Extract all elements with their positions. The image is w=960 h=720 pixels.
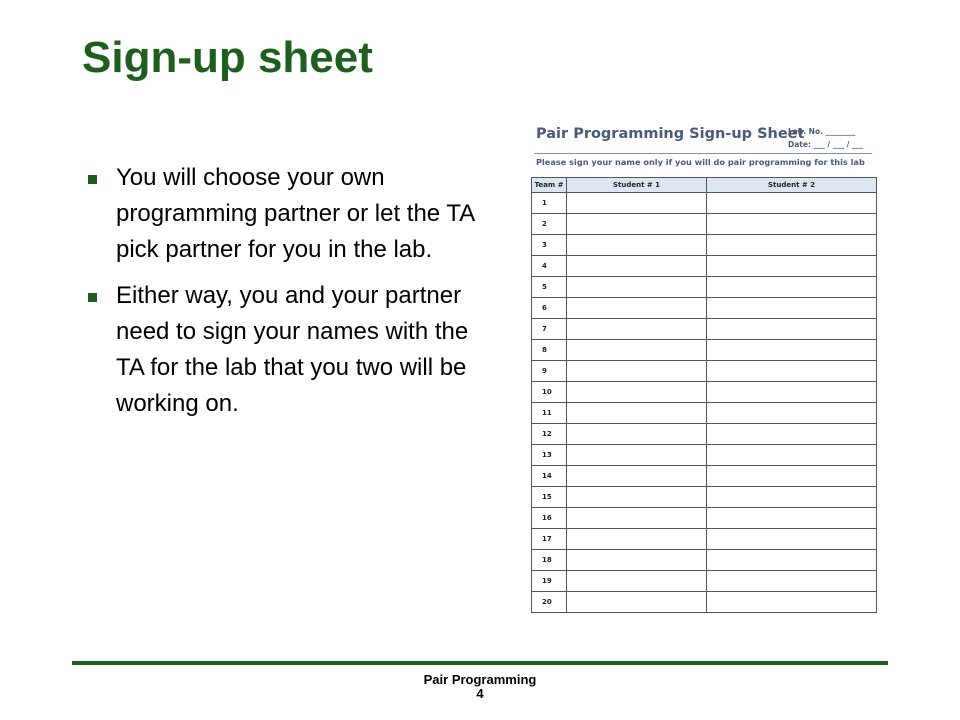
team-number: 17	[532, 529, 567, 550]
table-row	[532, 193, 877, 214]
table-row	[532, 508, 877, 529]
team-number: 1	[532, 193, 567, 214]
sheet-instruction: Please sign your name only if you will do pair programming for this lab	[536, 157, 865, 167]
student-1-cell	[567, 214, 707, 235]
signup-sheet-image	[530, 120, 876, 618]
student-2-cell	[707, 319, 877, 340]
team-number: 20	[532, 592, 567, 613]
table-row	[532, 361, 877, 382]
student-1-cell	[567, 487, 707, 508]
student-1-cell	[567, 277, 707, 298]
header-student-2: Student # 2	[707, 178, 877, 193]
team-number: 8	[532, 340, 567, 361]
table-row	[532, 487, 877, 508]
table-row	[532, 277, 877, 298]
student-2-cell	[707, 382, 877, 403]
student-2-cell	[707, 214, 877, 235]
team-number: 2	[532, 214, 567, 235]
table-header-row	[532, 178, 877, 193]
student-1-cell	[567, 193, 707, 214]
team-number: 9	[532, 361, 567, 382]
student-2-cell	[707, 529, 877, 550]
student-2-cell	[707, 424, 877, 445]
student-2-cell	[707, 361, 877, 382]
student-1-cell	[567, 424, 707, 445]
sheet-divider	[534, 153, 872, 154]
student-1-cell	[567, 508, 707, 529]
footer-rule	[72, 661, 888, 665]
student-2-cell	[707, 550, 877, 571]
bullet-text: You will choose your own programming partner or let the TA pick partner for you in the lab.	[116, 164, 474, 263]
footer-title: Pair Programming	[423, 672, 537, 687]
student-1-cell	[567, 256, 707, 277]
student-2-cell	[707, 340, 877, 361]
team-number: 13	[532, 445, 567, 466]
student-2-cell	[707, 403, 877, 424]
sheet-lab-date	[788, 125, 863, 151]
student-1-cell	[567, 571, 707, 592]
bullet-item	[84, 160, 474, 268]
student-1-cell	[567, 466, 707, 487]
bullet-item	[84, 278, 474, 422]
table-row	[532, 319, 877, 340]
student-1-cell	[567, 340, 707, 361]
team-number: 7	[532, 319, 567, 340]
student-1-cell	[567, 382, 707, 403]
square-bullet-icon	[88, 293, 97, 302]
table-row	[532, 214, 877, 235]
table-row	[532, 382, 877, 403]
table-row	[532, 529, 877, 550]
table-row	[532, 571, 877, 592]
square-bullet-icon	[88, 175, 97, 184]
student-1-cell	[567, 235, 707, 256]
table-row	[532, 340, 877, 361]
student-2-cell	[707, 487, 877, 508]
student-2-cell	[707, 445, 877, 466]
slide-title: Sign-up sheet	[82, 33, 373, 82]
page-number: 4	[476, 686, 484, 701]
team-number: 4	[532, 256, 567, 277]
student-2-cell	[707, 592, 877, 613]
table-row	[532, 466, 877, 487]
team-number: 5	[532, 277, 567, 298]
team-number: 3	[532, 235, 567, 256]
team-number: 18	[532, 550, 567, 571]
header-team: Team #	[532, 178, 567, 193]
student-2-cell	[707, 571, 877, 592]
table-row	[532, 445, 877, 466]
bullet-list	[84, 160, 474, 432]
student-1-cell	[567, 403, 707, 424]
team-number: 12	[532, 424, 567, 445]
student-2-cell	[707, 466, 877, 487]
student-1-cell	[567, 592, 707, 613]
sheet-lab-number: Lab. No. ________	[788, 127, 856, 136]
team-number: 11	[532, 403, 567, 424]
student-2-cell	[707, 193, 877, 214]
table-row	[532, 592, 877, 613]
student-2-cell	[707, 277, 877, 298]
student-1-cell	[567, 319, 707, 340]
student-1-cell	[567, 550, 707, 571]
table-row	[532, 298, 877, 319]
bullet-text: Either way, you and your partner need to sign your names with the TA for the lab that you two will be working on.	[116, 282, 469, 417]
student-2-cell	[707, 235, 877, 256]
sheet-date: Date: ___ / ___ / ___	[788, 140, 864, 149]
student-1-cell	[567, 445, 707, 466]
student-1-cell	[567, 529, 707, 550]
table-row	[532, 403, 877, 424]
team-number: 10	[532, 382, 567, 403]
team-number: 14	[532, 466, 567, 487]
student-2-cell	[707, 508, 877, 529]
sheet-title: Pair Programming Sign-up Sheet	[536, 126, 805, 142]
student-2-cell	[707, 298, 877, 319]
table-row	[532, 550, 877, 571]
team-number: 16	[532, 508, 567, 529]
table-row	[532, 424, 877, 445]
team-number: 15	[532, 487, 567, 508]
team-number: 6	[532, 298, 567, 319]
signup-table	[531, 177, 877, 613]
table-row	[532, 235, 877, 256]
student-1-cell	[567, 361, 707, 382]
student-1-cell	[567, 298, 707, 319]
team-number: 19	[532, 571, 567, 592]
footer	[380, 673, 580, 701]
student-2-cell	[707, 256, 877, 277]
header-student-1: Student # 1	[567, 178, 707, 193]
table-row	[532, 256, 877, 277]
